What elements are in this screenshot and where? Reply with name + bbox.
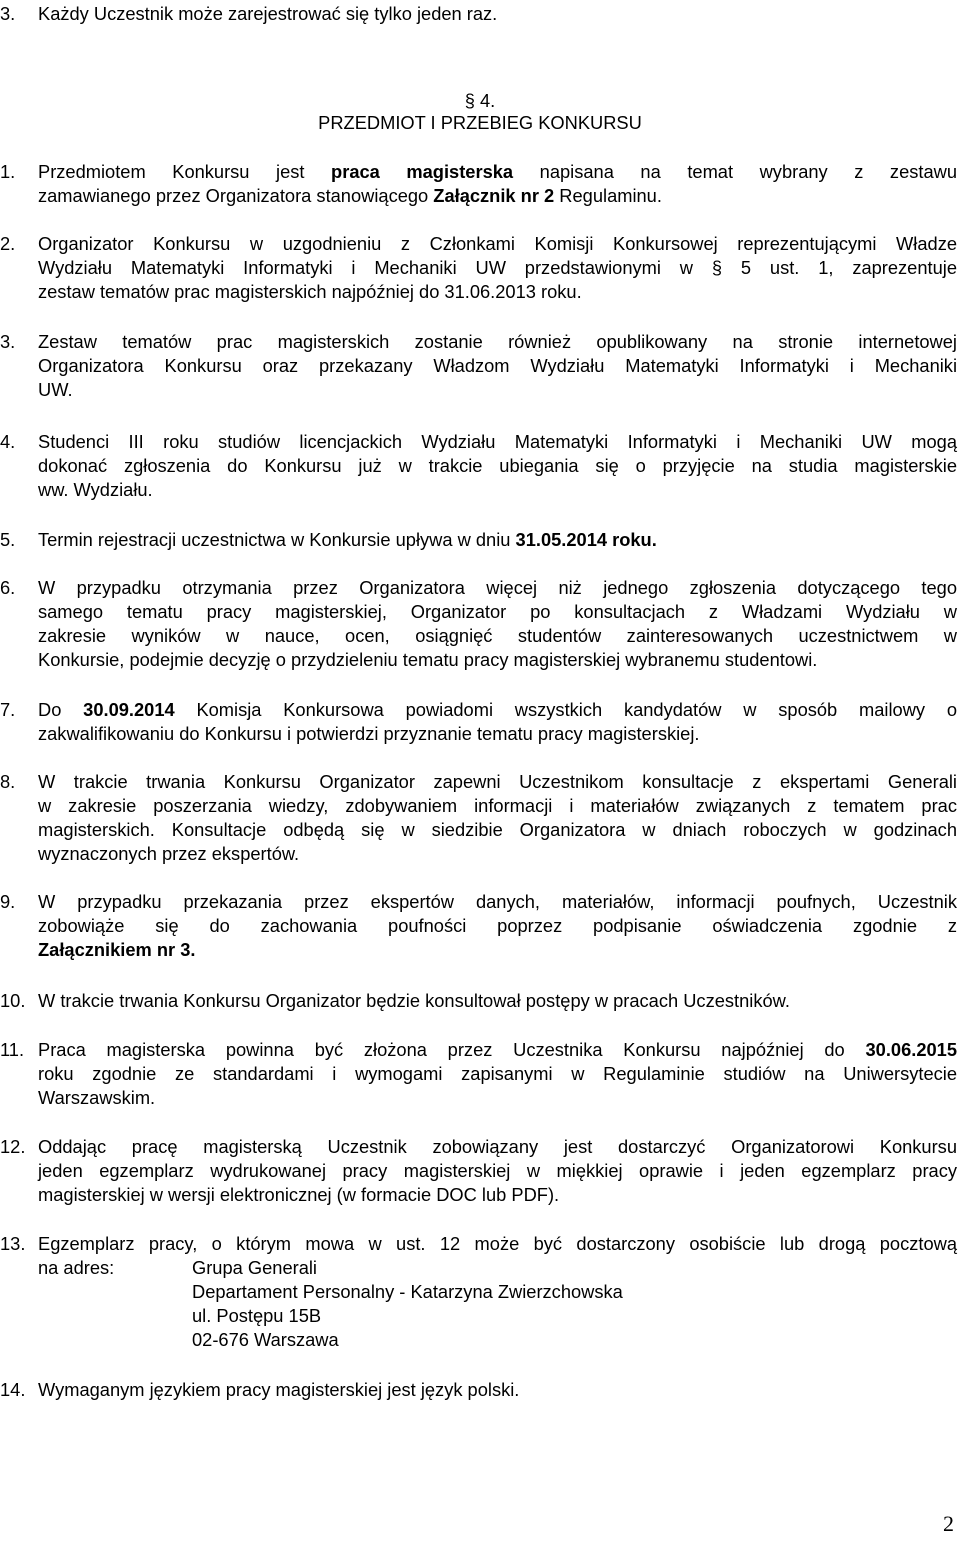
item-line: ww. Wydziału. <box>38 479 153 500</box>
item-number: 3. <box>0 331 16 352</box>
item-line: Praca magisterska powinna być złożona przez Uczestnika Konkursu najpóźniej do 30.06.2015 <box>38 1039 957 1060</box>
item-number: 11. <box>0 1039 25 1060</box>
address-line: 02-676 Warszawa <box>192 1329 339 1350</box>
address-line: Departament Personalny - Katarzyna Zwierzchowska <box>192 1281 623 1302</box>
address-label: na adres: <box>38 1257 115 1278</box>
item-line: Warszawskim. <box>38 1087 156 1108</box>
item-line: magisterskich. Konsultacje odbędą się w siedzibie Organizatora w dniach roboczych w godzinach <box>38 819 957 840</box>
section-number: § 4. <box>464 90 496 111</box>
page-number: 2 <box>943 1511 954 1536</box>
list-item <box>0 1135 957 1207</box>
item-line: Przedmiotem Konkursu jest praca magisterska napisana na temat wybrany z zestawu <box>38 161 957 182</box>
item-line: w zakresie poszerzania wiedzy, zdobywaniem informacji i materiałów związanych z tematem prac <box>38 795 957 816</box>
item-line: Zestaw tematów prac magisterskich zostanie również opublikowany na stronie internetowej <box>38 331 957 352</box>
item-number: 7. <box>0 699 16 720</box>
item-line: W przypadku przekazania przez ekspertów danych, materiałów, informacji poufnych, Uczestnik <box>38 891 957 912</box>
address-block <box>192 1256 623 1352</box>
item-text: Wymaganym językiem pracy magisterskiej jest język polski. <box>38 1379 520 1400</box>
item-line: UW. <box>38 379 73 400</box>
list-item <box>0 890 957 962</box>
item-line: Organizatora Konkursu oraz przekazany Władzom Wydziału Matematyki Informatyki i Mechaniki <box>38 355 957 376</box>
item-line: Wydziału Matematyki Informatyki i Mechaniki UW przedstawionymi w § 5 ust. 1, zaprezentuje <box>38 257 957 278</box>
list-item <box>0 1038 957 1110</box>
list-item <box>0 1378 957 1402</box>
item-number: 6. <box>0 577 16 598</box>
list-item <box>0 160 957 208</box>
item-line: dokonać zgłoszenia do Konkursu już w trakcie ubiegania się o przyjęcie na studia magisterskie <box>38 455 957 476</box>
address-line: Grupa Generali <box>192 1257 317 1278</box>
list-item <box>0 232 957 304</box>
item-line: wyznaczonych przez ekspertów. <box>38 843 300 864</box>
item-line: zestaw tematów prac magisterskich najpóźniej do 31.06.2013 roku. <box>38 281 582 302</box>
item-line: Do 30.09.2014 Komisja Konkursowa powiadomi wszystkich kandydatów w sposób mailowy o <box>38 699 957 720</box>
list-item: 5. Termin rejestracji uczestnictwa w Konkursie upływa w dniu 31.05.2014 roku. <box>0 529 657 550</box>
item-line: Oddając pracę magisterską Uczestnik zobowiązany jest dostarczyć Organizatorowi Konkursu <box>38 1136 957 1157</box>
item-line: zakwalifikowaniu do Konkursu i potwierdzi przyznanie tematu pracy magisterskiej. <box>38 723 700 744</box>
item-line: Egzemplarz pracy, o którym mowa w ust. 12 może być dostarczony osobiście lub drogą pocztową <box>38 1233 957 1254</box>
item-number: 3. <box>0 3 16 24</box>
item-number: 10. <box>0 990 26 1011</box>
list-item <box>0 330 957 402</box>
item-number: 5. <box>0 529 16 550</box>
item-line: samego tematu pracy magisterskiej, Organizator po konsultacjach z Władzami Wydziału w <box>38 601 957 622</box>
item-line: Studenci III roku studiów licencjackich Wydziału Matematyki Informatyki i Mechaniki UW mogą <box>38 431 957 452</box>
section-title: PRZEDMIOT I PRZEBIEG KONKURSU <box>318 112 642 133</box>
item-number: 2. <box>0 233 16 254</box>
address-line: ul. Postępu 15B <box>192 1305 322 1326</box>
item-line: magisterskiej w wersji elektronicznej (w formacie DOC lub PDF). <box>38 1184 560 1205</box>
item-number: 9. <box>0 891 16 912</box>
list-item <box>0 1232 957 1350</box>
item-line: zobowiąże się do zachowania poufności poprzez podpisanie oświadczenia zgodnie z <box>38 915 957 936</box>
item-text: Każdy Uczestnik może zarejestrować się tylko jeden raz. <box>38 3 498 24</box>
item-line: zakresie wyników w nauce, ocen, osiągnięć studentów zainteresowanych uczestnictwem w <box>38 625 957 646</box>
item-number: 13. <box>0 1233 26 1254</box>
list-item <box>0 430 957 502</box>
item-line: W trakcie trwania Konkursu Organizator zapewni Uczestnikom konsultacje z ekspertami Generali <box>38 771 957 792</box>
item-line: zamawianego przez Organizatora stanowiącego Załącznik nr 2 Regulaminu. <box>38 185 662 206</box>
item-line: Organizator Konkursu w uzgodnieniu z Członkami Komisji Konkursowej reprezentującymi Władze <box>38 233 957 254</box>
list-item <box>0 2 957 26</box>
item-text: W trakcie trwania Konkursu Organizator będzie konsultował postępy w pracach Uczestników. <box>38 990 790 1011</box>
list-item <box>0 989 957 1013</box>
item-number: 12. <box>0 1136 26 1157</box>
item-line: Załącznikiem nr 3. <box>38 939 196 960</box>
item-line: Konkursie, podejmie decyzję o przydzieleniu tematu pracy magisterskiej wybranemu studentowi. <box>38 649 818 670</box>
item-line: W przypadku otrzymania przez Organizatora więcej niż jednego zgłoszenia dotyczącego tego <box>38 577 957 598</box>
item-number: 8. <box>0 771 16 792</box>
item-number: 4. <box>0 431 16 452</box>
item-line: jeden egzemplarz wydrukowanej pracy magisterskiej w miękkiej oprawie i jeden egzemplarz pracy <box>38 1160 957 1181</box>
list-item <box>0 698 957 746</box>
item-number: 1. <box>0 161 16 182</box>
item-line: roku zgodnie ze standardami i wymogami zapisanymi w Regulaminie studiów na Uniwersytecie <box>38 1063 957 1084</box>
list-item <box>0 576 957 672</box>
item-number: 14. <box>0 1379 26 1400</box>
list-item <box>0 770 957 866</box>
